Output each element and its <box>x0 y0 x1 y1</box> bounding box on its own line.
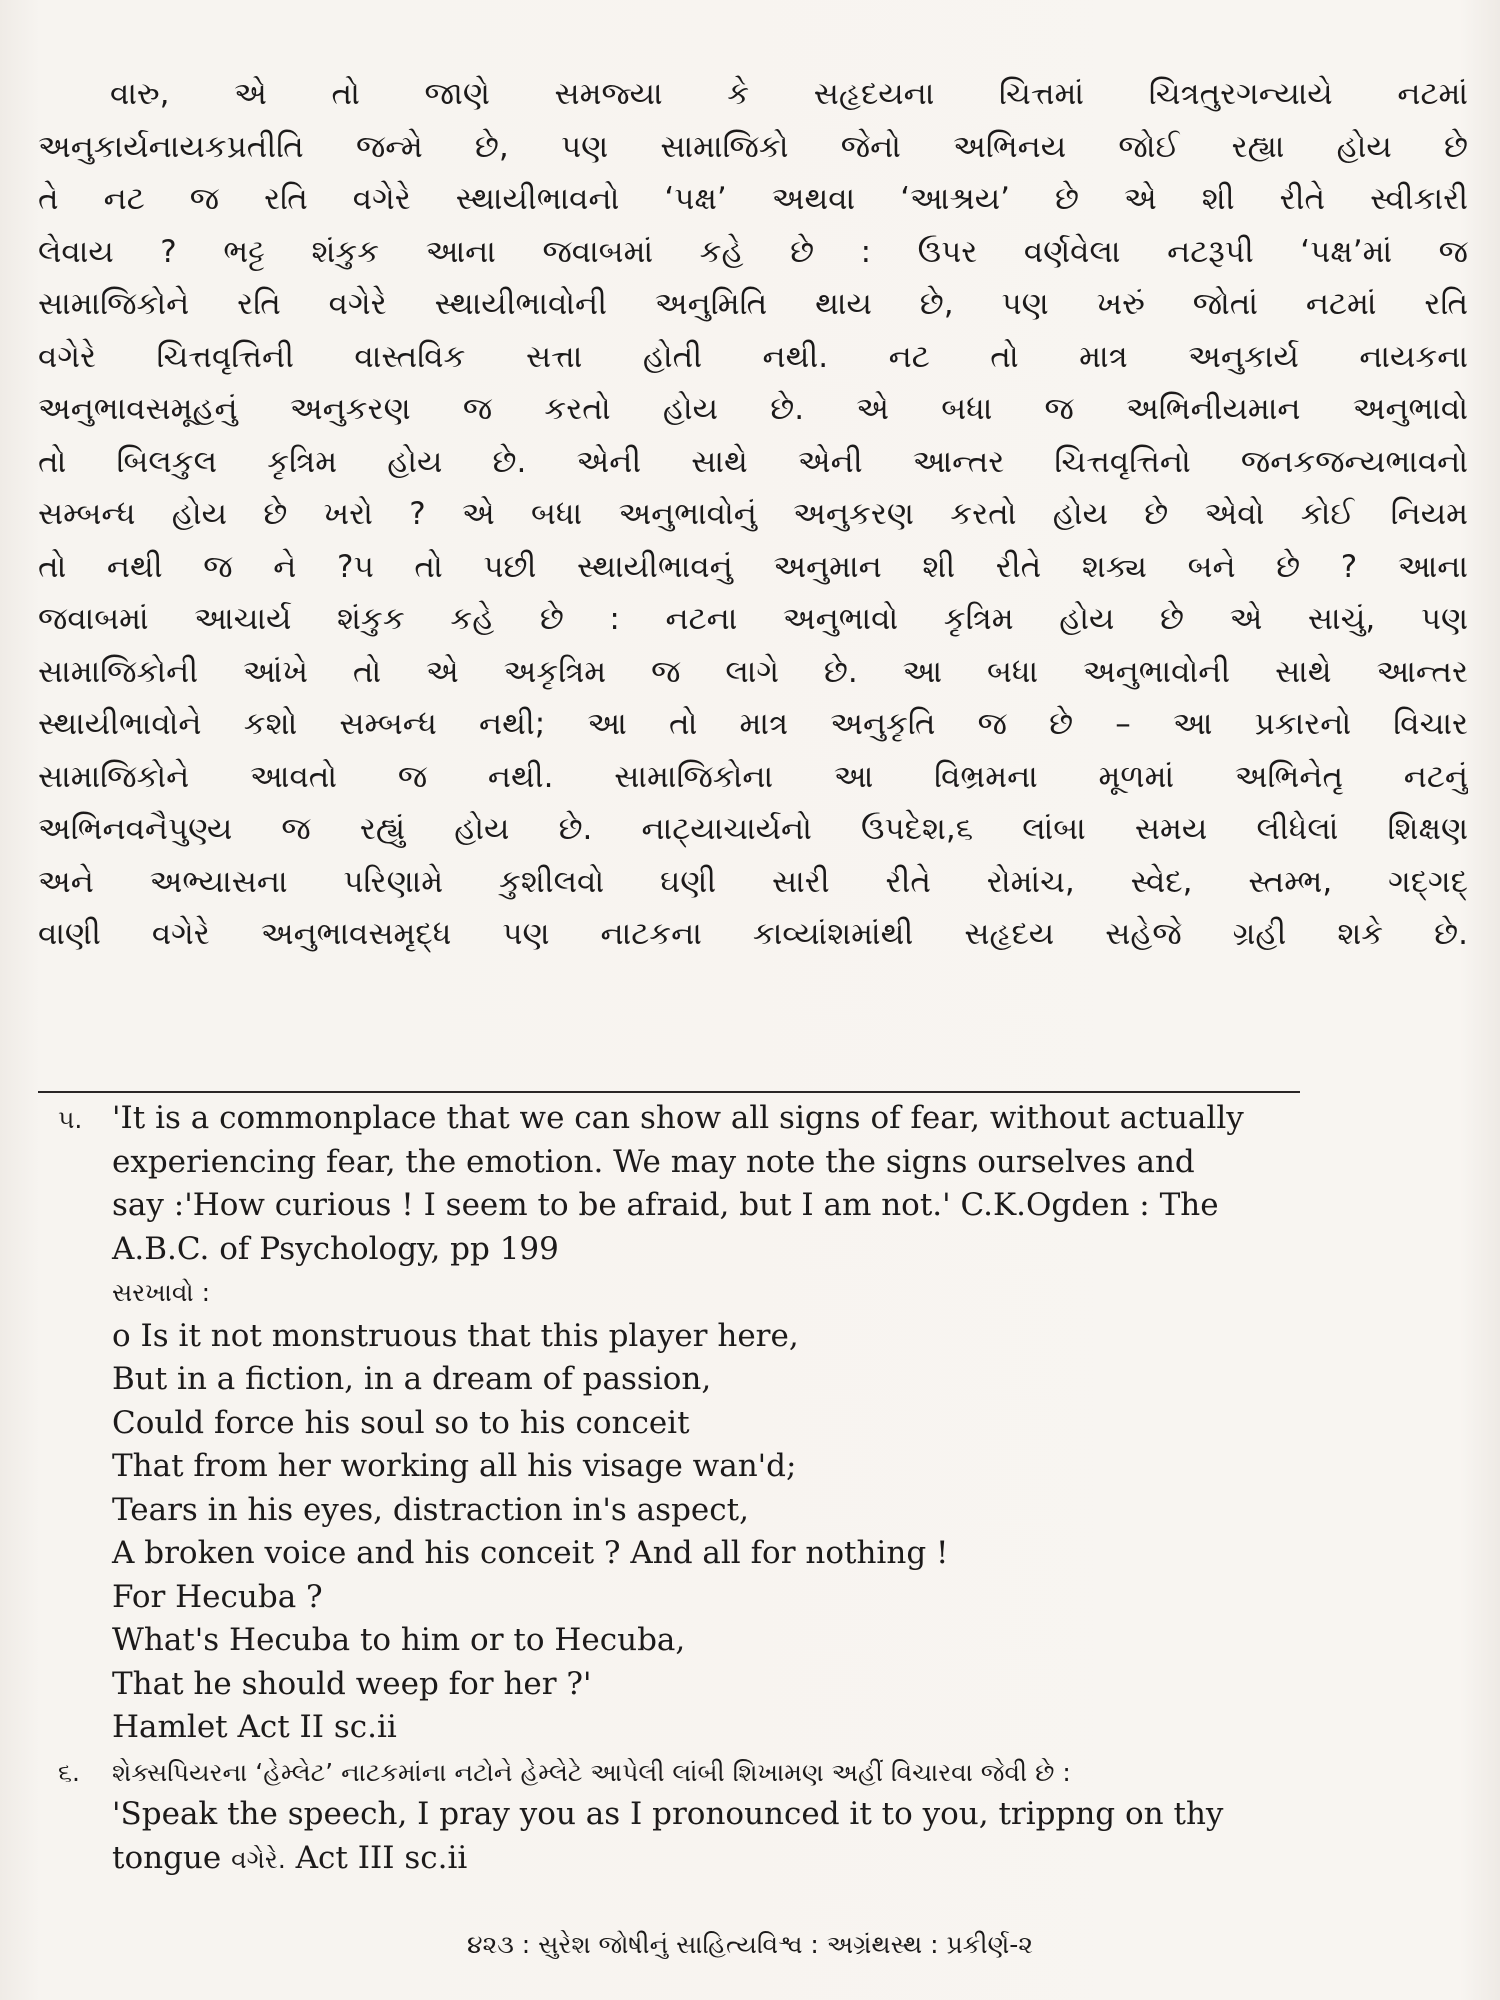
footnote-divider <box>38 1091 1300 1093</box>
body-line: સામાજિકોને રતિ વગેરે સ્થાયીભાવોની અનુમિતિ થાય છે, પણ ખરું જોતાં નટમાં રતિ <box>38 286 1468 322</box>
footnote-number: ૬. <box>58 1757 80 1787</box>
quote-line: What's Hecuba to him or to Hecuba, <box>112 1622 686 1658</box>
body-line: સમ્બન્ધ હોય છે ખરો ? એ બધા અનુભાવોનું અનુકરણ કરતો હોય છે એવો કોઈ નિયમ <box>38 496 1468 532</box>
body-line: જવાબમાં આચાર્ય શંકુક કહે છે : નટના અનુભાવો કૃત્રિમ હોય છે એ સાચું, પણ <box>38 601 1468 637</box>
body-line: તો બિલકુલ કૃત્રિમ હોય છે. એની સાથે એની આન્તર ચિત્તવૃત્તિનો જનકજન્યભાવનો <box>38 443 1468 480</box>
body-line: સામાજિકોને આવતો જ નથી. સામાજિકોના આ વિભ્રમના મૂળમાં અભિનેતૃ નટનું <box>38 758 1468 795</box>
footnotes <box>58 1097 1468 1880</box>
footnote-6-line <box>58 1837 1468 1881</box>
footnote-number: ૫. <box>58 1105 83 1134</box>
quote-line: Could force his soul so to his conceit <box>112 1404 690 1441</box>
body-line: વારુ, એ તો જાણે સમજ્યા કે સહૃદયના ચિત્તમાં ચિત્રતુરગન્યાયે નટમાં <box>110 76 1468 112</box>
body-line: તે નટ જ રતિ વગેરે સ્થાયીભાવનો ‘પક્ષ’ અથવા ‘આશ્રય’ છે એ શી રીતે સ્વીકારી <box>38 181 1468 217</box>
page-footer: ૪૨૩ : સુરેશ જોષીનું સાહિત્યવિશ્વ : અગ્રંથસ્થ : પ્રકીર્ણ-૨ <box>467 1930 1033 1959</box>
quote-line: That from her working all his visage wan'd; <box>112 1448 797 1484</box>
body-paragraph <box>38 68 1468 961</box>
quote-line: That he should weep for her ?' <box>112 1665 592 1702</box>
compare-label: સરખાવો : <box>112 1278 211 1307</box>
body-line: અનુભાવસમૂહનું અનુકરણ જ કરતો હોય છે. એ બધા જ અભિનીયમાન અનુભાવો <box>38 391 1468 427</box>
footnote-text: tongue <box>112 1839 222 1876</box>
quote-line: For Hecuba ? <box>112 1578 323 1615</box>
footnote-text: વગેરે. <box>231 1844 286 1874</box>
body-line: અને અભ્યાસના પરિણામે કુશીલવો ઘણી સારી રીતે રોમાંચ, સ્વેદ, સ્તમ્ભ, ગદ્ગદ્ <box>38 863 1468 900</box>
footnote-5-line: experiencing fear, the emotion. We may note the signs ourselves and <box>112 1143 1195 1180</box>
body-line: લેવાય ? ભટ્ટ શંકુક આના જવાબમાં કહે છે : ઉપર વર્ણવેલા નટરૂપી ‘પક્ષ’માં જ <box>38 233 1468 270</box>
body-line: તો નથી જ ને ?૫ તો પછી સ્થાયીભાવનું અનુમાન શી રીતે શક્ય બને છે ? આના <box>38 548 1468 585</box>
footnote-6-line: 'Speak the speech, I pray you as I pronounced it to you, trippng on thy <box>112 1796 1224 1832</box>
body-line: વગેરે ચિત્તવૃત્તિની વાસ્તવિક સત્તા હોતી નથી. નટ તો માત્ર અનુકાર્ય નાયકના <box>38 338 1468 375</box>
body-line: વાણી વગેરે અનુભાવસમૃદ્ધ પણ નાટકના કાવ્યાંશમાંથી સહૃદય સહેજે ગ્રહી શકે છે. <box>38 916 1468 952</box>
footnote-text: 'It is a commonplace that we can show all signs of fear, without actually <box>112 1100 1244 1136</box>
quote-line: o Is it not monstruous that this player here, <box>112 1317 799 1354</box>
footnote-5-line: say :'How curious ! I seem to be afraid, but I am not.' C.K.Ogden : The <box>112 1187 1219 1223</box>
body-line: સામાજિકોની આંખે તો એ અકૃત્રિમ જ લાગે છે. આ બધા અનુભાવોની સાથે આન્તર <box>38 653 1468 690</box>
quote-line: A broken voice and his conceit ? And all for nothing ! <box>112 1535 949 1571</box>
footnote-6-line <box>58 1750 1468 1794</box>
body-line: સ્થાયીભાવોને કશો સમ્બન્ધ નથી; આ તો માત્ર અનુકૃતિ જ છે – આ પ્રકારનો વિચાર <box>38 706 1468 742</box>
quote-citation: Hamlet Act II sc.ii <box>112 1709 397 1745</box>
quote-line: But in a fiction, in a dream of passion, <box>112 1361 712 1397</box>
body-line: અનુકાર્યનાયકપ્રતીતિ જન્મે છે, પણ સામાજિકો જેનો અભિનય જોઈ રહ્યા હોય છે <box>38 128 1468 165</box>
footnote-5-line: A.B.C. of Psychology, pp 199 <box>112 1230 559 1267</box>
quote-line: Tears in his eyes, distraction in's aspect, <box>112 1491 749 1528</box>
footnote-text: શેક્સપિયરના ‘હેમ્લેટ’ નાટકમાંના નટોને હેમ્લેટે આપેલી લાંબી શિખામણ અહીં વિચારવા જેવી છે : <box>112 1757 1071 1787</box>
footnote-5-line <box>58 1097 1468 1141</box>
footnote-text: Act III sc.ii <box>295 1839 468 1876</box>
body-line: અભિનવનૈપુણ્ય જ રહ્યું હોય છે. નાટ્યાચાર્યનો ઉપદેશ,૬ લાંબા સમય લીધેલાં શિક્ષણ <box>38 811 1468 847</box>
